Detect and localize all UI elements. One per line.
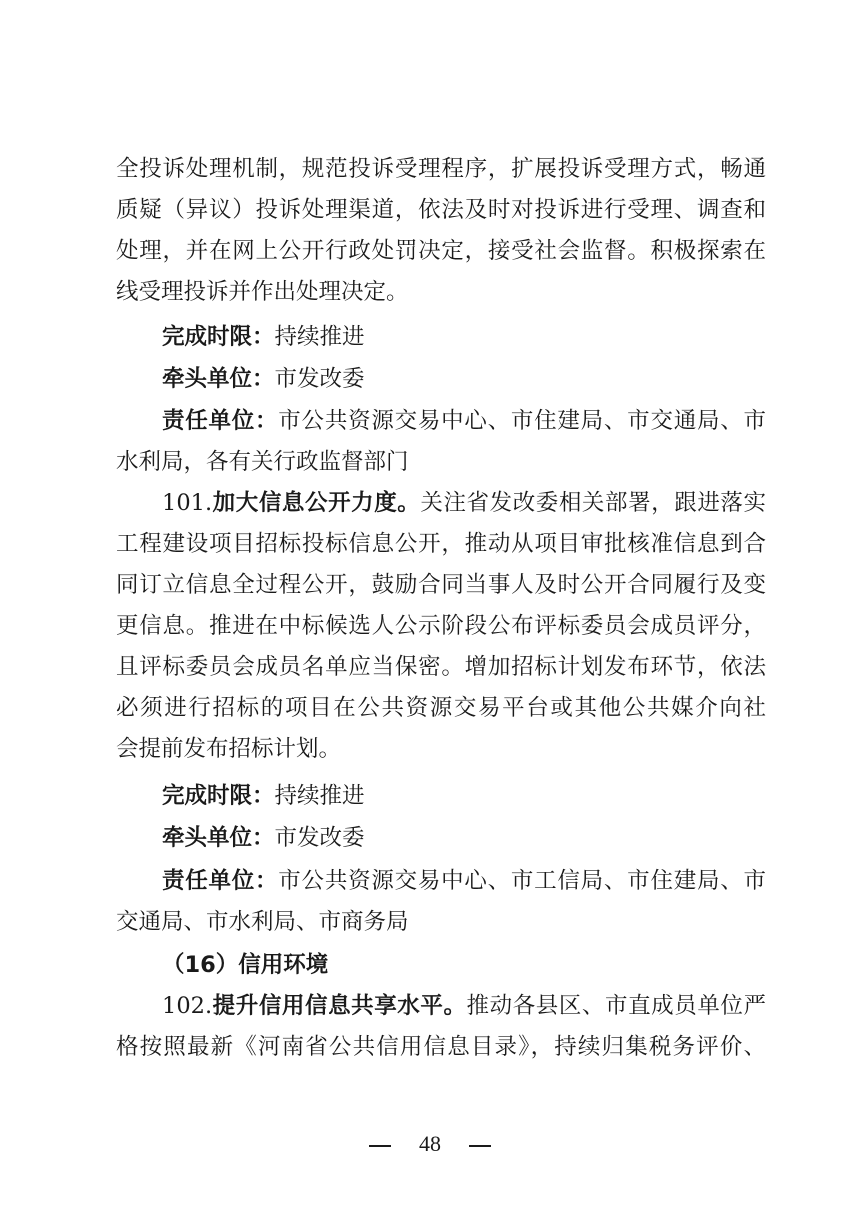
item-102-number: 102.: [162, 993, 213, 1019]
responsible-unit-label: 责任单位：: [162, 408, 279, 434]
deadline-row: [162, 317, 766, 357]
paragraph-line: 会提前发布招标计划。: [116, 736, 342, 762]
paragraph-line: 更信息。推进在中标候选人公示阶段公布评标委员会成员评分，: [116, 613, 766, 639]
responsible-unit-row: [162, 861, 766, 901]
responsible-unit-continuation: 交通局、市水利局、市商务局: [116, 909, 409, 935]
responsible-unit-row: [162, 401, 766, 441]
responsible-unit-label: 责任单位：: [162, 868, 279, 894]
lead-unit-row: [162, 359, 766, 399]
paragraph-line: 全投诉处理机制，规范投诉受理程序，扩展投诉受理方式，畅通: [116, 156, 766, 182]
paragraph-line: 且评标委员会成员名单应当保密。增加招标计划发布环节，依法: [116, 654, 766, 680]
deadline-value: 持续推进: [274, 783, 365, 809]
item-101-title: 加大信息公开力度。: [212, 490, 421, 516]
item-101-first-line: [162, 483, 766, 523]
responsible-unit-value: 市公共资源交易中心、市住建局、市交通局、市: [278, 408, 766, 434]
item-102-heading: [162, 993, 467, 1019]
paragraph-line: 格按照最新《河南省公共信用信息目录》，持续归集税务评价、: [116, 1034, 766, 1060]
lead-unit-label: 牵头单位：: [162, 366, 275, 392]
item-101-heading: [162, 490, 420, 516]
responsible-unit-continuation: 水利局，各有关行政监督部门: [116, 449, 409, 475]
paragraph-line: 必须进行招标的项目在公共资源交易平台或其他公共媒介向社: [116, 695, 766, 721]
item-102-first-line: [162, 986, 766, 1026]
item-101-number: 101.: [162, 490, 213, 516]
item-101-text: 关注省发改委相关部署，跟进落实: [420, 490, 766, 516]
deadline-label: 完成时限：: [162, 783, 275, 809]
paragraph-line: 线受理投诉并作出处理决定。: [116, 279, 409, 305]
responsible-unit-value: 市公共资源交易中心、市工信局、市住建局、市: [278, 868, 766, 894]
item-102-text: 推动各县区、市直成员单位严: [466, 993, 766, 1019]
lead-unit-value: 市发改委: [274, 366, 365, 392]
lead-unit-value: 市发改委: [274, 825, 365, 851]
item-102-title: 提升信用信息共享水平。: [212, 993, 467, 1019]
paragraph-line: 工程建设项目招标投标信息公开，推动从项目审批核准信息到合: [116, 531, 766, 557]
section-heading: （16）信用环境: [162, 952, 329, 978]
paragraph-line: 同订立信息全过程公开，鼓励合同当事人及时公开合同履行及变: [116, 572, 766, 598]
footer-dash-left: [369, 1145, 391, 1147]
paragraph-line: 处理，并在网上公开行政处罚决定，接受社会监督。积极探索在: [116, 238, 766, 264]
footer-dash-right: [469, 1145, 491, 1147]
deadline-label: 完成时限：: [162, 324, 275, 350]
page-number: 48: [419, 1131, 441, 1156]
deadline-value: 持续推进: [274, 324, 365, 350]
paragraph-line: 质疑（异议）投诉处理渠道，依法及时对投诉进行受理、调查和: [116, 197, 766, 223]
deadline-row: [162, 776, 766, 816]
page-footer: [0, 1126, 860, 1162]
lead-unit-label: 牵头单位：: [162, 825, 275, 851]
lead-unit-row: [162, 818, 766, 858]
